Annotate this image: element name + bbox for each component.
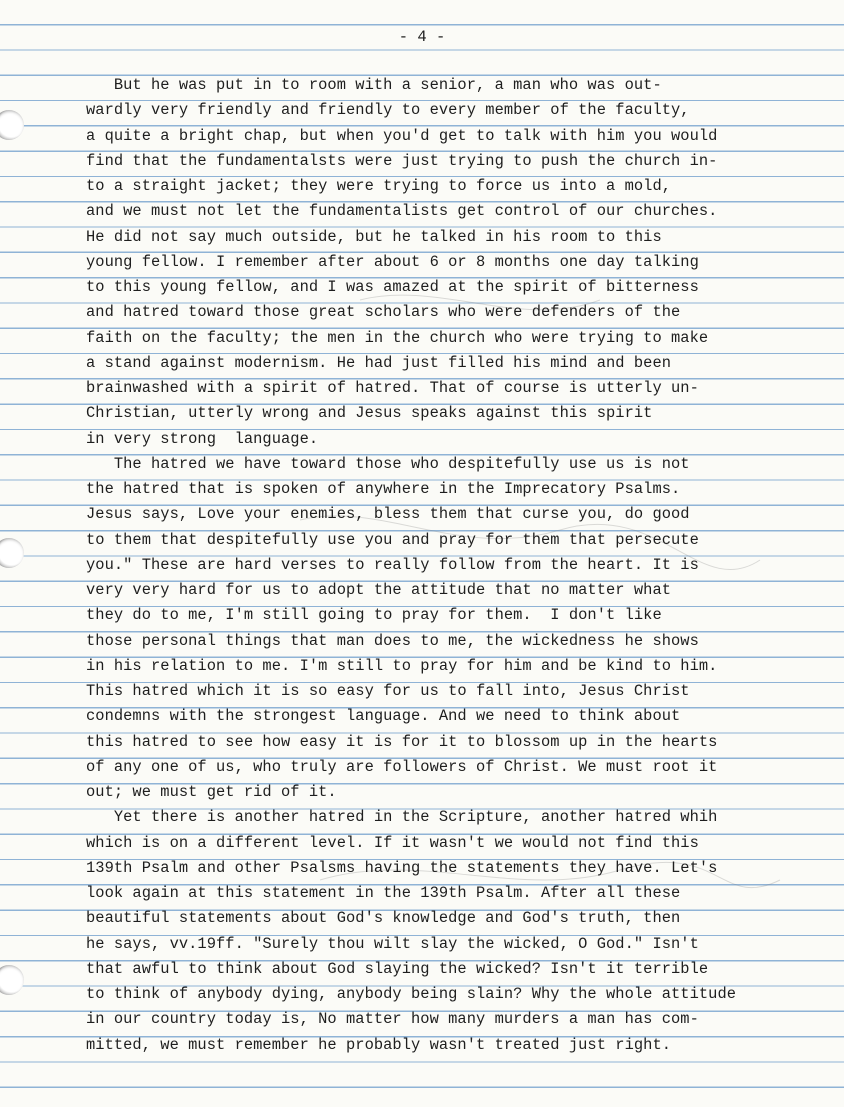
text-line: Christian, utterly wrong and Jesus speaks against this spirit bbox=[86, 404, 653, 423]
text-line: But he was put in to room with a senior, a man who was out- bbox=[86, 76, 662, 94]
text-line: and we must not let the fundamentalists get control of our churches. bbox=[86, 202, 718, 221]
text-line: and hatred toward those great scholars who were defenders of the bbox=[86, 303, 681, 322]
text-line: a stand against modernism. He had just filled his mind and been bbox=[86, 353, 672, 372]
text-line: condemns with the strongest language. And we need to think about bbox=[86, 707, 681, 726]
text-line: in his relation to me. I'm still to pray for him and be kind to him. bbox=[86, 656, 718, 675]
text-line: in our country today is, No matter how many murders a man has com- bbox=[86, 1010, 699, 1029]
text-line: He did not say much outside, but he talked in his room to this bbox=[86, 227, 662, 246]
text-line: to this young fellow, and I was amazed at the spirit of bitterness bbox=[86, 278, 699, 296]
text-line: mitted, we must remember he probably wasn't treated just right. bbox=[86, 1035, 672, 1054]
text-line: very very hard for us to adopt the attitude that no matter what bbox=[86, 581, 672, 599]
text-line: you." These are hard verses to really follow from the heart. It is bbox=[86, 555, 699, 574]
text-line: a quite a bright chap, but when you'd get to talk with him you would bbox=[86, 126, 718, 145]
binder-hole-top bbox=[0, 110, 24, 140]
text-line: find that the fundamentalsts were just trying to push the church in- bbox=[86, 151, 718, 170]
text-line: which is on a different level. If it wasn't we would not find this bbox=[86, 833, 699, 852]
text-line: wardly very friendly and friendly to every member of the faculty, bbox=[86, 101, 690, 120]
text-line: The hatred we have toward those who despitefully use us is not bbox=[86, 454, 690, 473]
text-line: look again at this statement in the 139th Psalm. After all these bbox=[86, 884, 681, 902]
binder-hole-middle bbox=[0, 538, 24, 568]
text-line: out; we must get rid of it. bbox=[86, 783, 337, 801]
text-line: he says, vv.19ff. "Surely thou wilt slay the wicked, O God." Isn't bbox=[86, 934, 699, 953]
text-line: those personal things that man does to me, the wickedness he shows bbox=[86, 631, 699, 650]
text-line: this hatred to see how easy it is for it to blossom up in the hearts bbox=[86, 732, 718, 751]
text-line: This hatred which it is so easy for us to fall into, Jesus Christ bbox=[86, 682, 690, 700]
text-line: to think of anybody dying, anybody being slain? Why the whole attitude bbox=[86, 985, 737, 1003]
text-line: that awful to think about God slaying the wicked? Isn't it terrible bbox=[86, 959, 709, 978]
text-line: to a straight jacket; they were trying to force us into a mold, bbox=[86, 177, 672, 195]
text-line: in very strong language. bbox=[86, 429, 319, 448]
text-line: the hatred that is spoken of anywhere in the Imprecatory Psalms. bbox=[86, 480, 681, 498]
text-line: to them that despitefully use you and pray for them that persecute bbox=[86, 530, 699, 549]
text-line: brainwashed with a spirit of hatred. That of course is utterly un- bbox=[86, 379, 699, 397]
text-line: of any one of us, who truly are followers of Christ. We must root it bbox=[86, 757, 718, 776]
text-line: Jesus says, Love your enemies, bless them that curse you, do good bbox=[86, 505, 690, 524]
text-line: 139th Psalm and other Psalsms having the statements they have. Let's bbox=[86, 858, 718, 877]
text-line: Yet there is another hatred in the Scripture, another hatred whih bbox=[86, 808, 718, 827]
text-line: faith on the faculty; the men in the church who were trying to make bbox=[86, 328, 709, 347]
text-line: young fellow. I remember after about 6 or 8 months one day talking bbox=[86, 252, 699, 271]
page-number: - 4 - bbox=[398, 28, 446, 46]
text-line: they do to me, I'm still going to pray for them. I don't like bbox=[86, 606, 662, 625]
text-line: beautiful statements about God's knowledge and God's truth, then bbox=[86, 909, 681, 928]
page-top-margin bbox=[0, 0, 844, 22]
typed-text-body bbox=[86, 73, 826, 1058]
binder-hole-bottom bbox=[0, 965, 24, 995]
